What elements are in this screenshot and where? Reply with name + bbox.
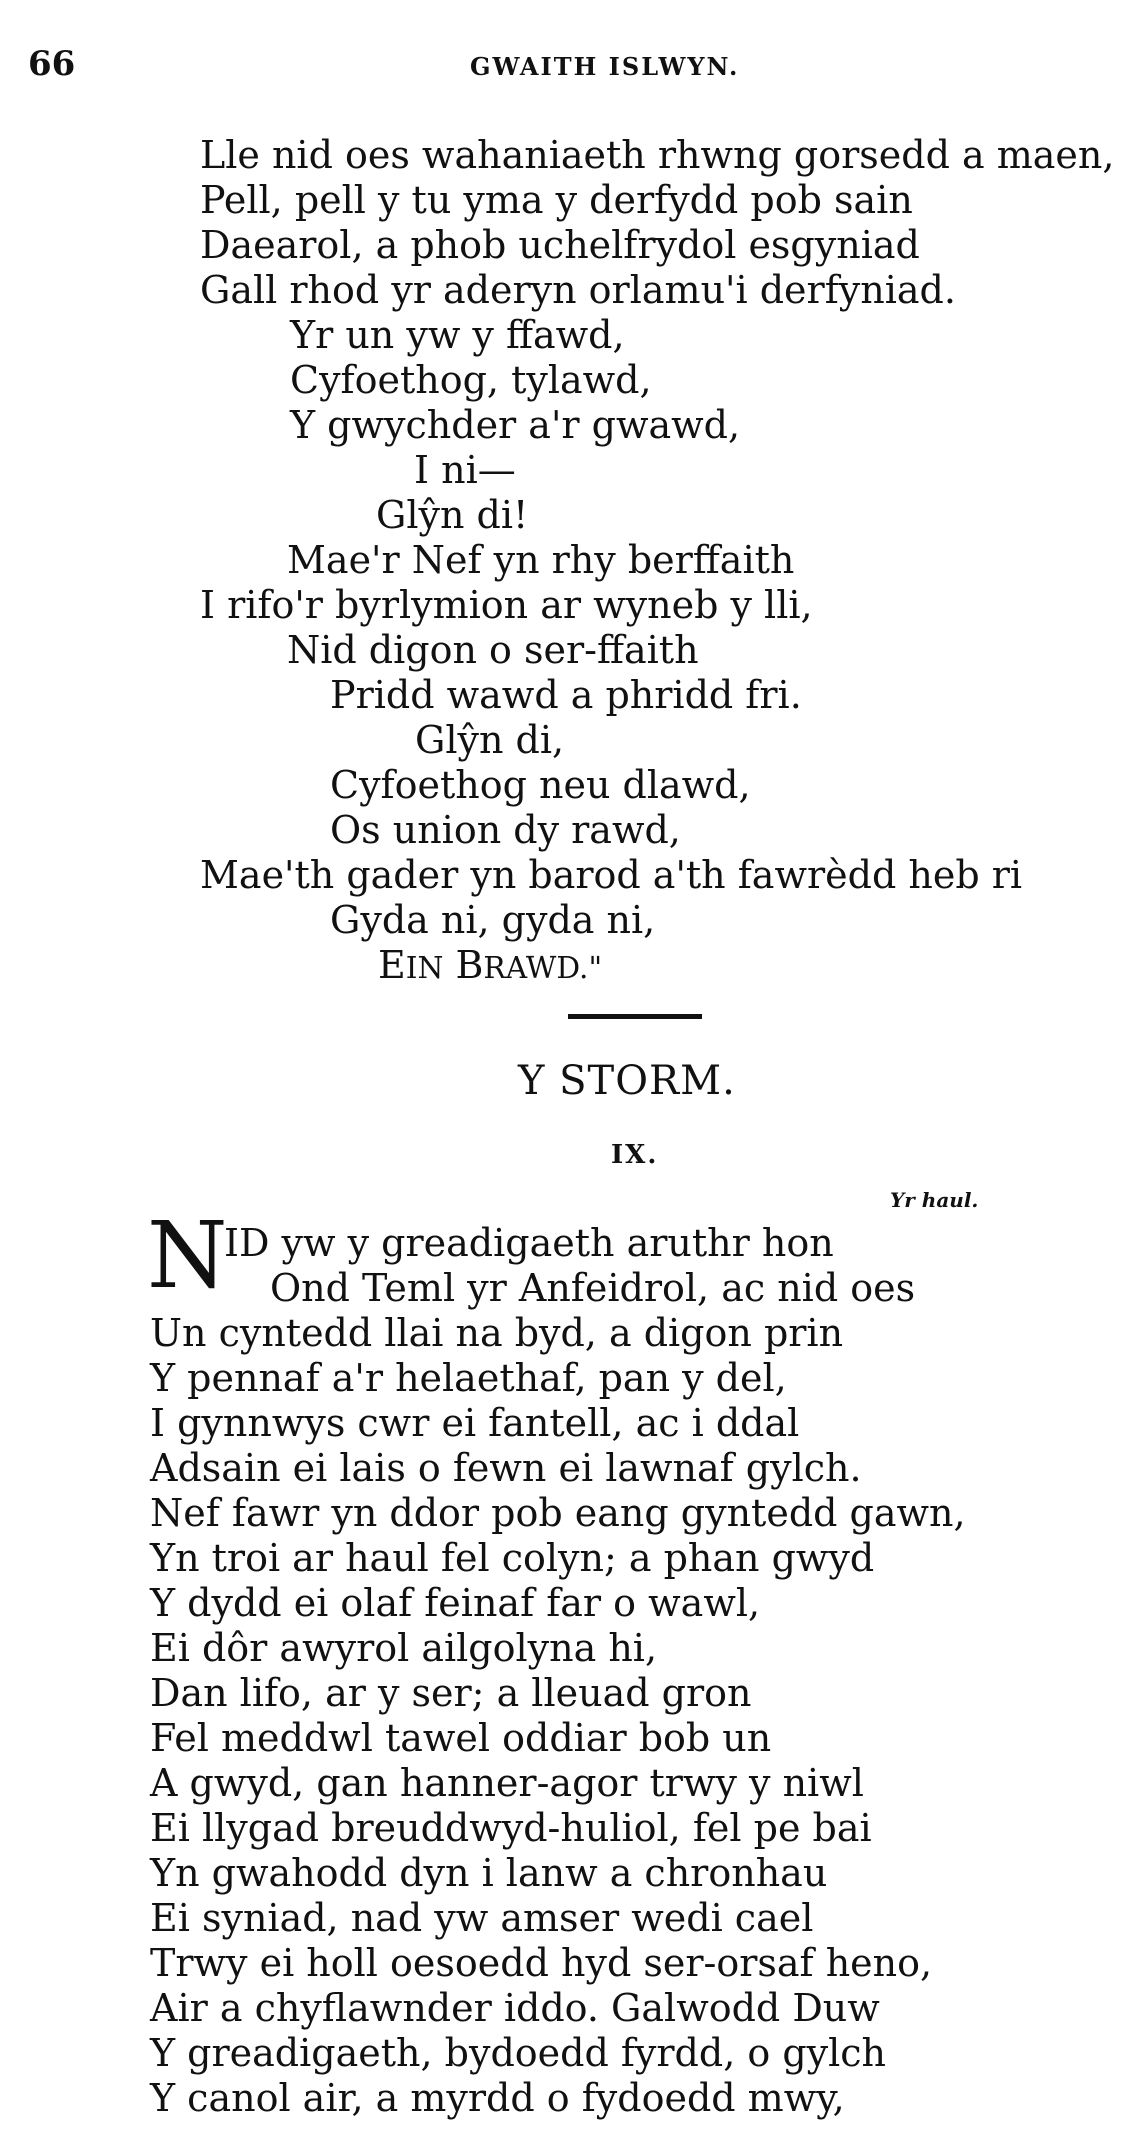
closing-rest: IN xyxy=(405,950,444,985)
poem-line: Yr un yw y ffawd, xyxy=(290,313,625,357)
poem-line: A gwyd, gan hanner-agor trwy y niwl xyxy=(150,1761,864,1805)
poem-line: Y greadigaeth, bydoedd fyrdd, o gylch xyxy=(150,2031,887,2075)
poem-line: Ond Teml yr Anfeidrol, ac nid oes xyxy=(270,1266,916,1310)
poem-line: Dan lifo, ar y ser; a lleuad gron xyxy=(150,1671,752,1715)
poem-line: Cyfoethog neu dlawd, xyxy=(330,763,751,807)
poem-closing-line xyxy=(378,943,603,987)
poem-line: Ei dôr awyrol ailgolyna hi, xyxy=(150,1626,658,1670)
poem-line: Nef fawr yn ddor pob eang gyntedd gawn, xyxy=(150,1491,966,1535)
poem-line: Yn gwahodd dyn i lanw a chronhau xyxy=(150,1851,828,1895)
section-divider xyxy=(568,1014,702,1019)
poem-line: Cyfoethog, tylawd, xyxy=(290,358,652,402)
poem-line: Daearol, a phob uchelfrydol esgyniad xyxy=(200,223,920,267)
drop-cap: N xyxy=(147,1202,228,1309)
poem-line: Mae'r Nef yn rhy berffaith xyxy=(287,538,795,582)
poem-line: Lle nid oes wahaniaeth rhwng gorsedd a maen, xyxy=(200,133,1115,177)
poem-line: Y dydd ei olaf feinaf far o wawl, xyxy=(150,1581,761,1625)
poem-line: Pridd wawd a phridd fri. xyxy=(330,673,802,717)
running-head: GWAITH ISLWYN. xyxy=(470,52,740,81)
section-number: IX. xyxy=(611,1140,659,1170)
poem-title: Y STORM. xyxy=(518,1058,736,1104)
poem-line: Air a chyflawnder iddo. Galwodd Duw xyxy=(150,1986,880,2030)
poem-line: Nid digon o ser-ffaith xyxy=(287,628,699,672)
poem-line: Trwy ei holl oesoedd hyd ser-orsaf heno, xyxy=(150,1941,933,1985)
poem-line: Ei llygad breuddwyd-huliol, fel pe bai xyxy=(150,1806,872,1850)
page-number: 66 xyxy=(28,44,76,84)
poem-line: I rifo'r byrlymion ar wyneb y lli, xyxy=(200,583,813,627)
poem-line: I ni— xyxy=(414,448,516,492)
poem-line: Fel meddwl tawel oddiar bob un xyxy=(150,1716,772,1760)
poem-line: Gall rhod yr aderyn orlamu'i derfyniad. xyxy=(200,268,956,312)
poem-line: Un cyntedd llai na byd, a digon prin xyxy=(150,1311,844,1355)
poem-line: Y canol air, a myrdd o fydoedd mwy, xyxy=(150,2076,845,2120)
marginal-note: Yr haul. xyxy=(890,1188,979,1212)
poem-line: Y pennaf a'r helaethaf, pan y del, xyxy=(150,1356,787,1400)
poem-line: I gynnwys cwr ei fantell, ac i ddal xyxy=(150,1401,800,1445)
closing-rest: RAWD." xyxy=(483,950,603,985)
poem-line: Mae'th gader yn barod a'th fawrèdd heb ri xyxy=(200,853,1023,897)
poem-line: ID yw y greadigaeth aruthr hon xyxy=(224,1221,834,1265)
poem-line: Glŷn di, xyxy=(415,718,565,762)
poem-line: Pell, pell y tu yma y derfydd pob sain xyxy=(200,178,913,222)
poem-line: Gyda ni, gyda ni, xyxy=(330,898,656,942)
poem-line: Yn troi ar haul fel colyn; a phan gwyd xyxy=(150,1536,875,1580)
poem-line: Os union dy rawd, xyxy=(330,808,681,852)
poem-line: Y gwychder a'r gwawd, xyxy=(290,403,741,447)
poem-line: Glŷn di! xyxy=(376,493,529,537)
closing-initial: B xyxy=(455,943,484,987)
poem-line: Adsain ei lais o fewn ei lawnaf gylch. xyxy=(150,1446,862,1490)
poem-line: Ei syniad, nad yw amser wedi cael xyxy=(150,1896,814,1940)
closing-initial: E xyxy=(378,943,406,987)
